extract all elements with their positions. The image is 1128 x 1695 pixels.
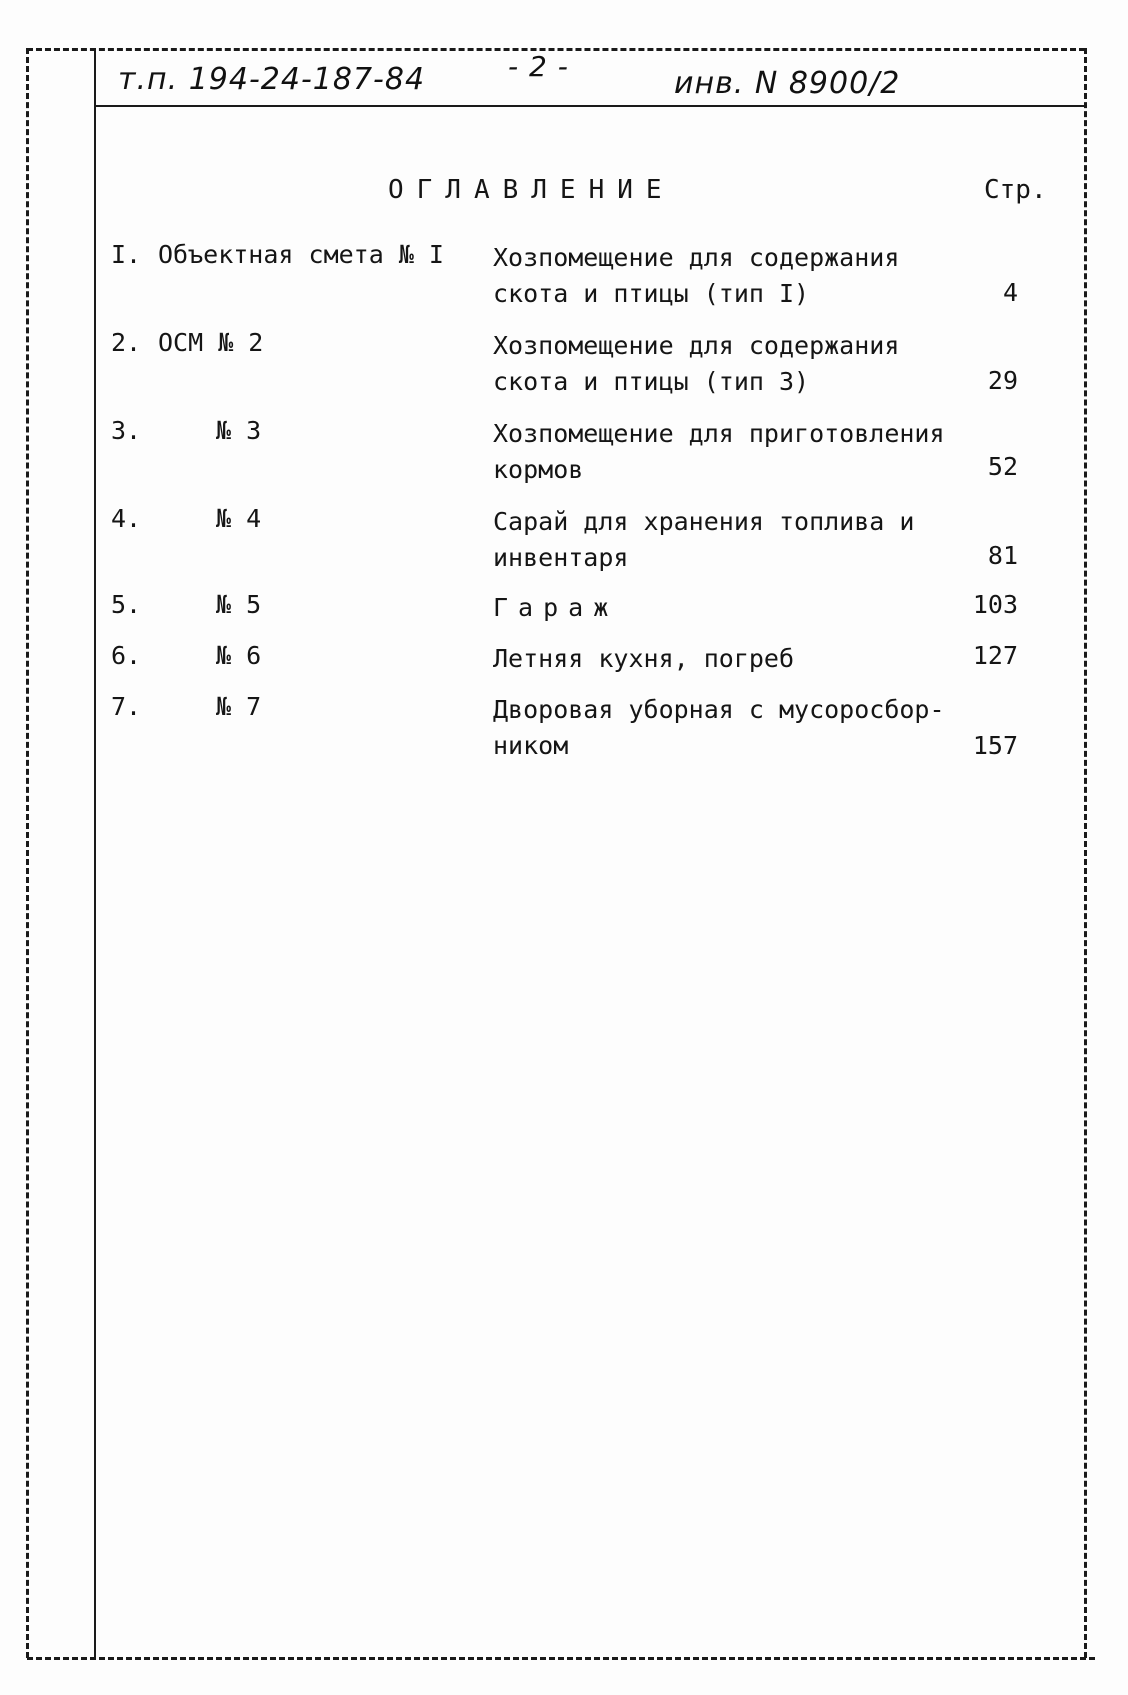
toc-row-2-page: 29 [987,366,1018,395]
toc-row-7-page: 157 [972,731,1018,760]
frame-left-border [26,48,29,1658]
toc-row-5-description-line1: Гараж [493,593,619,622]
toc-row-2-description-line2: скота и птицы (тип 3) [493,367,810,396]
toc-row-4-number: 4. [111,504,142,533]
toc-row-5-page: 103 [972,590,1018,619]
toc-row-7-description-line1: Дворовая уборная с мусоросбор- [493,695,945,724]
toc-row-4-description-line1: Сарай для хранения топлива и [493,507,915,536]
toc-row-3-reference: № 3 [216,416,262,445]
toc-row-4-reference: № 4 [216,504,262,533]
toc-row-2-reference: ОСМ № 2 [158,328,264,357]
toc-row-2-number: 2. [111,328,142,357]
frame-bottom-border [27,1657,1095,1660]
toc-row-1-reference: Объектная смета № I [158,240,444,269]
page-number-marker: - 2 - [508,50,569,83]
toc-row-6-number: 6. [111,641,142,670]
toc-title: ОГЛАВЛЕНИЕ [388,175,675,205]
toc-row-1-description-line2: скота и птицы (тип I) [493,279,810,308]
toc-row-6-reference: № 6 [216,641,262,670]
binding-margin-line [94,48,96,1658]
toc-row-5-number: 5. [111,590,142,619]
toc-row-7-number: 7. [111,692,142,721]
frame-right-border [1084,48,1087,1658]
inventory-number: инв. N 8900/2 [674,66,901,101]
toc-row-2-description-line1: Хозпомещение для содержания [493,331,900,360]
toc-row-5-reference: № 5 [216,590,262,619]
project-code: т.п. 194-24-187-84 [118,62,426,97]
toc-row-3-description-line2: кормов [493,455,584,484]
toc-row-1-page: 4 [1002,278,1018,307]
toc-row-7-reference: № 7 [216,692,262,721]
toc-row-3-number: 3. [111,416,142,445]
toc-row-6-page: 127 [972,641,1018,670]
toc-row-6-description-line1: Летняя кухня, погреб [493,644,795,673]
toc-row-3-page: 52 [987,452,1018,481]
page-column-header: Стр. [984,175,1047,205]
toc-row-1-number: I. [111,240,142,269]
toc-row-4-page: 81 [987,541,1018,570]
toc-row-4-description-line2: инвентаря [493,543,629,572]
toc-row-7-description-line2: ником [493,731,569,760]
header-separator-line [94,105,1086,107]
toc-row-3-description-line1: Хозпомещение для приготовления [493,419,945,448]
toc-row-1-description-line1: Хозпомещение для содержания [493,243,900,272]
